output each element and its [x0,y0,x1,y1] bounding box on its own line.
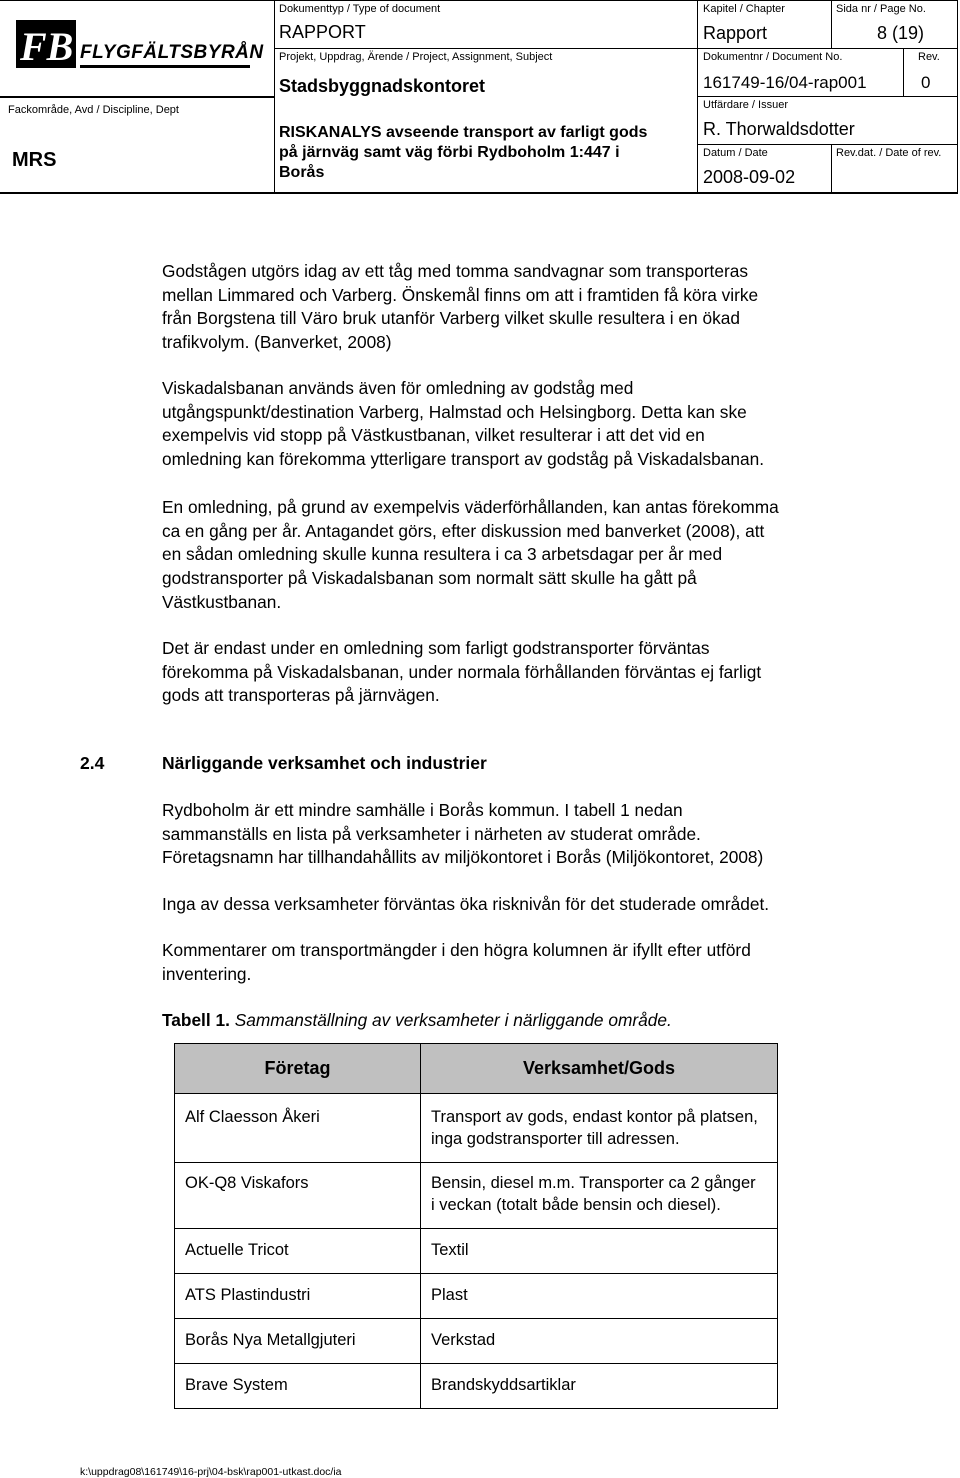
activity-cell [421,1094,778,1163]
text-line: ca en gång per år. Antagandet görs, efter diskussion med banverket (2008), att [162,520,765,541]
file-path-footer: k:\uppdrag08\161749\16-prj\04-bsk\rap001-utkast.doc/ia [80,1466,342,1478]
header-right-edge [957,0,958,194]
activity-line: Bensin, diesel m.m. Transporter ca 2 gånger [431,1174,756,1192]
text-line: trafikvolym. (Banverket, 2008) [162,332,392,353]
paragraph-risknivan [162,893,922,917]
table-row [175,1229,778,1274]
activity-cell [421,1364,778,1409]
logo-wordmark: FLYGFÄLTSBYRÅN [80,42,264,63]
paragraph-farligt-gods [162,637,922,708]
text-line: förekomma på Viskadalsbanan, under normala förhållanden förväntas ej farligt [162,661,762,682]
issuer-value: R. Thorwaldsdotter [703,119,855,139]
text-line: exempelvis vid stopp på Västkustbanan, vilket resulterar i att det vid en [162,425,705,446]
text-line: godstransporter på Viskadalsbanan som normalt sätt skulle ha gått på [162,568,697,589]
activity-line: Textil [431,1241,469,1259]
table-caption [162,1009,922,1033]
paragraph-viskadalsbanan [162,377,922,472]
text-line: Viskadalsbanan används även för omledning av godståg med [162,378,634,398]
activity-line: i veckan (totalt både bensin och diesel). [431,1196,721,1214]
company-cell: ATS Plastindustri [175,1274,421,1319]
activity-line: inga godstransporter till adressen. [431,1130,680,1148]
activity-line: Verkstad [431,1331,496,1349]
project-title-line-3: Borås [279,164,325,181]
chapter-value: Rapport [703,23,768,43]
column-header-activity: Verksamhet/Gods [421,1044,778,1094]
table-caption-text: Sammanställning av verksamheter i närliggande område. [234,1010,672,1030]
businesses-table [174,1043,778,1409]
text-line: från Borgstena till Väro bruk utanför Varberg vilket skulle resultera i en ökad [162,308,740,329]
rev-label: Rev. [918,51,940,63]
activity-cell [421,1163,778,1229]
svg-text:FB: FB [20,24,74,69]
doc-type-label: Dokumenttyp / Type of document [279,3,441,15]
logo-underline [80,65,250,68]
header-divider-1 [274,0,275,194]
date-label: Datum / Date [703,147,768,159]
text-line: Företagsnamn har tillhandahållits av miljökontoret i Borås (Miljökontoret, 2008) [162,847,764,868]
activity-line: Plast [431,1286,468,1304]
table-row [175,1319,778,1364]
table-row [175,1163,778,1229]
text-line: omledning kan förekomma ytterligare transport av godståg på Viskadalsbanan. [162,449,764,470]
company-cell: Borås Nya Metallgjuteri [175,1319,421,1364]
page-value: 8 (19) [877,23,925,43]
header-row-rule-1 [274,48,958,49]
page-label: Sida nr / Page No. [836,3,926,15]
text-line: en sådan omledning skulle kunna resultera i ca 3 arbetsdagar per år med [162,544,723,565]
text-line: Det är endast under en omledning som farligt godstransporter förväntas [162,638,710,658]
text-line: sammanställs en lista på verksamheter i närheten av studerat område. [162,823,701,844]
revdate-label: Rev.dat. / Date of rev. [836,147,942,159]
project-label: Projekt, Uppdrag, Ärende / Project, Assignment, Subject [279,51,553,63]
doc-type-value: RAPPORT [279,22,366,42]
chapter-label: Kapitel / Chapter [703,3,785,15]
text-line: Västkustbanan. [162,591,282,612]
project-client: Stadsbyggnadskontoret [279,76,486,96]
header-bottom-rule [0,192,958,194]
header-divider-5 [831,144,832,194]
company-cell: Alf Claesson Åkeri [175,1094,421,1163]
header-left-rule [0,96,274,98]
text-line: Inga av dessa verksamheter förväntas öka risknivån för det studerade området. [162,894,770,914]
rev-value: 0 [921,73,931,92]
column-header-company: Företag [175,1044,421,1094]
text-line: inventering. [162,963,252,984]
docno-label: Dokumentnr / Document No. [703,51,843,63]
text-line: mellan Limmared och Varberg. Önskemål finns om att i framtiden få köra virke [162,284,759,305]
activity-cell [421,1319,778,1364]
project-title-line-2: på järnväg samt väg förbi Rydboholm 1:447 i [279,144,620,161]
company-cell: Actuelle Tricot [175,1229,421,1274]
text-line: En omledning, på grund av exempelvis väderförhållanden, kan antas förekomma [162,497,779,517]
discipline-label: Fackområde, Avd / Discipline, Dept [8,104,179,116]
paragraph-rydboholm [162,799,922,870]
table-caption-label: Tabell 1. [162,1010,230,1030]
header-divider-2 [697,0,698,194]
text-line: Godstågen utgörs idag av ett tåg med tomma sandvagnar som transporteras [162,261,748,281]
table-row [175,1094,778,1163]
paragraph-kommentarer [162,939,922,986]
activity-line: Transport av gods, endast kontor på platsen, [431,1108,758,1126]
fb-logo-icon [14,16,78,72]
issuer-label: Utfärdare / Issuer [703,99,788,111]
header-row-rule-2 [697,96,958,97]
section-title: Närliggande verksamhet och industrier [162,753,487,773]
text-line: Kommentarer om transportmängder i den högra kolumnen är ifyllt efter utförd [162,940,751,960]
table-row [175,1364,778,1409]
activity-cell [421,1274,778,1319]
section-number: 2.4 [80,753,105,773]
discipline-value: MRS [12,149,57,171]
company-cell: OK-Q8 Viskafors [175,1163,421,1229]
header-row-rule-3 [697,144,958,145]
header-divider-4 [903,48,904,96]
paragraph-omledning [162,496,922,615]
date-value: 2008-09-02 [703,167,796,187]
text-line: utgångspunkt/destination Varberg, Halmstad och Helsingborg. Detta kan ske [162,401,747,422]
paragraph-godstagen [162,260,922,355]
company-cell: Brave System [175,1364,421,1409]
text-line: Rydboholm är ett mindre samhälle i Borås kommun. I tabell 1 nedan [162,800,683,820]
header-top-rule [0,0,958,1]
table-header-row [175,1044,778,1094]
table-row [175,1274,778,1319]
text-line: gods att transporteras på järnvägen. [162,685,440,706]
activity-cell [421,1229,778,1274]
document-header [0,0,958,194]
project-title-line-1: RISKANALYS avseende transport av farligt gods [279,124,648,141]
docno-value: 161749-16/04-rap001 [703,73,867,92]
activity-line: Brandskyddsartiklar [431,1376,576,1394]
header-divider-3 [831,0,832,48]
